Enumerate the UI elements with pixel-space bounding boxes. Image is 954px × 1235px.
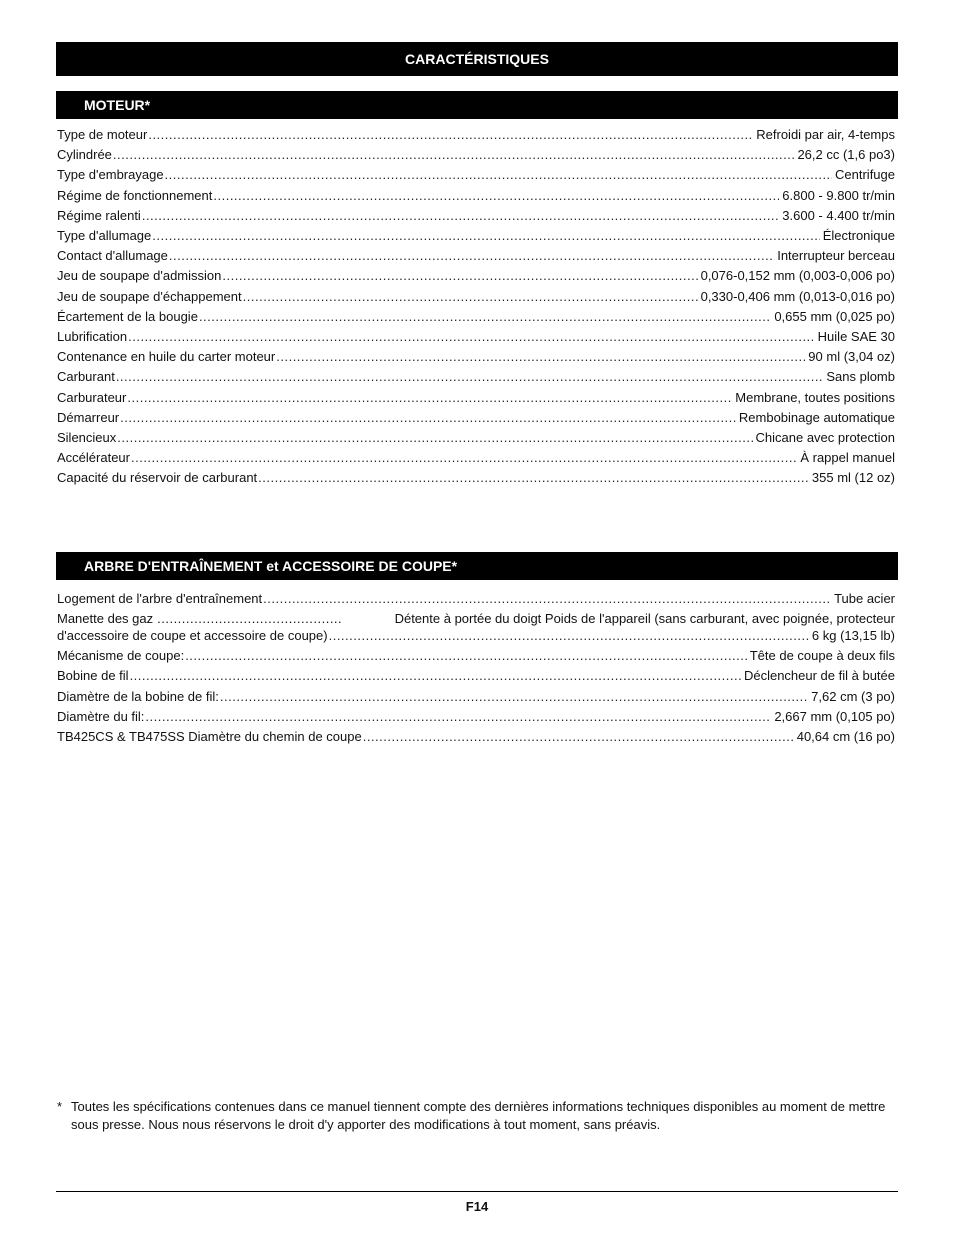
dot-leader <box>329 628 809 645</box>
dot-leader <box>199 307 771 327</box>
spec-value: 0,655 mm (0,025 po) <box>774 308 895 324</box>
spec-value-continued: Détente à portée du doigt Poids de l'appareil (sans carburant, avec poignée, protecteur <box>394 611 895 627</box>
dot-leader <box>169 246 774 266</box>
spec-label: Cylindrée <box>57 147 112 163</box>
spec-label: Logement de l'arbre d'entraînement <box>57 591 263 606</box>
spec-value: Chicane avec protection <box>755 430 895 446</box>
dot-leader <box>120 408 736 428</box>
dot-leader <box>128 327 815 347</box>
footnote-marker: * <box>57 1099 63 1114</box>
spec-row <box>57 145 895 165</box>
dot-leader <box>263 589 831 609</box>
spec-value: 355 ml (12 oz) <box>811 470 895 486</box>
spec-label: Jeu de soupape d'échappement <box>57 288 242 304</box>
spec-value: 0,330-0,406 mm (0,013-0,016 po) <box>700 288 895 304</box>
dot-leader <box>145 707 771 727</box>
dot-leader <box>258 468 809 488</box>
footer-divider <box>56 1191 898 1192</box>
spec-value: Membrane, toutes positions <box>735 389 895 405</box>
spec-label: Contenance en huile du carter moteur <box>57 349 276 365</box>
spec-row <box>57 206 895 226</box>
spec-value: Centrifuge <box>835 167 895 183</box>
dot-leader <box>220 687 808 707</box>
spec-label: Type d'embrayage <box>57 167 164 183</box>
spec-row <box>57 428 895 448</box>
spec-value: 26,2 cc (1,6 po3) <box>797 147 895 163</box>
spec-value: À rappel manuel <box>800 450 895 466</box>
spec-label: TB425CS & TB475SS Diamètre du chemin de coupe <box>57 729 362 745</box>
spec-row <box>57 727 895 747</box>
spec-row <box>57 589 895 609</box>
spec-value: Rembobinage automatique <box>738 409 895 425</box>
spec-row <box>57 287 895 307</box>
spec-label: Diamètre de la bobine de fil: <box>57 688 219 704</box>
spec-row <box>57 186 895 206</box>
spec-value: Tube acier <box>834 591 895 606</box>
dot-leader <box>152 226 819 246</box>
spec-row <box>57 307 895 327</box>
dot-leader <box>165 165 832 185</box>
spec-row <box>57 125 895 145</box>
spec-value: Huile SAE 30 <box>817 329 895 345</box>
dot-leader <box>363 727 794 747</box>
spec-label: Lubrification <box>57 329 128 345</box>
spec-value: Interrupteur berceau <box>777 248 895 264</box>
dot-leader <box>213 186 779 206</box>
dot-leader <box>117 428 752 448</box>
spec-row <box>57 347 895 367</box>
footnote-text: Toutes les spécifications contenues dans ce manuel tiennent compte des dernières informations techniques disponibles au moment de mettre sous presse. Nous nous réservons le droit d'y apporter des modifications à tout moment, sans préavis. <box>71 1099 886 1132</box>
spec-label: Accélérateur <box>57 450 130 466</box>
dot-leader <box>276 347 805 367</box>
spec-row <box>57 687 895 707</box>
spec-value: 40,64 cm (16 po) <box>796 729 895 745</box>
dot-leader <box>142 206 779 226</box>
spec-label: Type d'allumage <box>57 228 152 244</box>
spec-row <box>57 226 895 246</box>
dot-leader <box>116 367 824 387</box>
spec-label: Capacité du réservoir de carburant <box>57 470 258 486</box>
spec-label: Carburateur <box>57 389 127 405</box>
page-number: F14 <box>465 1199 489 1214</box>
spec-value: 6.800 - 9.800 tr/min <box>782 187 895 203</box>
spec-value: 3.600 - 4.400 tr/min <box>782 207 895 223</box>
spec-row <box>57 246 895 266</box>
spec-row-multiline <box>57 611 895 644</box>
spec-label: Bobine de fil <box>57 668 129 684</box>
spec-row <box>57 707 895 727</box>
spec-label: Type de moteur <box>57 127 148 142</box>
spec-value: Refroidi par air, 4-temps <box>756 127 895 142</box>
dot-leader <box>113 145 795 165</box>
dot-leader <box>185 646 747 666</box>
spec-row <box>57 367 895 387</box>
dot-leader <box>148 125 753 145</box>
moteur-section-header <box>56 91 898 119</box>
spec-value: Tête de coupe à deux fils <box>749 648 895 664</box>
spec-row <box>57 448 895 468</box>
spec-label: Régime de fonctionnement <box>57 187 213 203</box>
dot-leader <box>157 611 342 628</box>
spec-label: Démarreur <box>57 409 120 425</box>
spec-row <box>57 666 895 686</box>
arbre-section-header <box>56 552 898 580</box>
dot-leader <box>130 666 741 686</box>
spec-value: 2,667 mm (0,105 po) <box>774 708 895 724</box>
spec-label: Écartement de la bougie <box>57 308 198 324</box>
moteur-heading: MOTEUR* <box>84 97 151 113</box>
spec-row <box>57 266 895 286</box>
spec-value: 0,076-0,152 mm (0,003-0,006 po) <box>700 268 895 284</box>
page-title-banner <box>56 42 898 76</box>
spec-row <box>57 327 895 347</box>
spec-row <box>57 165 895 185</box>
arbre-spec-list <box>57 589 895 747</box>
spec-value: Électronique <box>822 228 895 244</box>
spec-row <box>57 468 895 488</box>
spec-value: 6 kg (13,15 lb) <box>811 627 895 643</box>
spec-row <box>57 646 895 666</box>
spec-value: Déclencheur de fil à butée <box>743 668 895 684</box>
dot-leader <box>222 266 697 286</box>
dot-leader <box>131 448 797 468</box>
spec-label: Diamètre du fil: <box>57 708 145 724</box>
spec-label: Carburant <box>57 369 115 385</box>
page-title: CARACTÉRISTIQUES <box>405 51 549 67</box>
spec-label: Manette des gaz <box>57 611 154 627</box>
spec-row <box>57 388 895 408</box>
spec-label: Régime ralenti <box>57 207 141 223</box>
dot-leader <box>243 287 698 307</box>
spec-label: Jeu de soupape d'admission <box>57 268 222 284</box>
spec-value: 7,62 cm (3 po) <box>811 688 895 704</box>
spec-label: d'accessoire de coupe et accessoire de coupe) <box>57 627 328 643</box>
moteur-spec-list <box>57 125 895 489</box>
spec-label: Silencieux <box>57 430 117 446</box>
arbre-heading: ARBRE D'ENTRAÎNEMENT et ACCESSOIRE DE COUPE* <box>84 558 458 574</box>
spec-row <box>57 408 895 428</box>
spec-label: Mécanisme de coupe: <box>57 648 185 664</box>
spec-value: 90 ml (3,04 oz) <box>808 349 895 365</box>
spec-label: Contact d'allumage <box>57 248 168 264</box>
dot-leader <box>127 388 732 408</box>
spec-value: Sans plomb <box>826 369 895 385</box>
footnote <box>57 1098 897 1133</box>
